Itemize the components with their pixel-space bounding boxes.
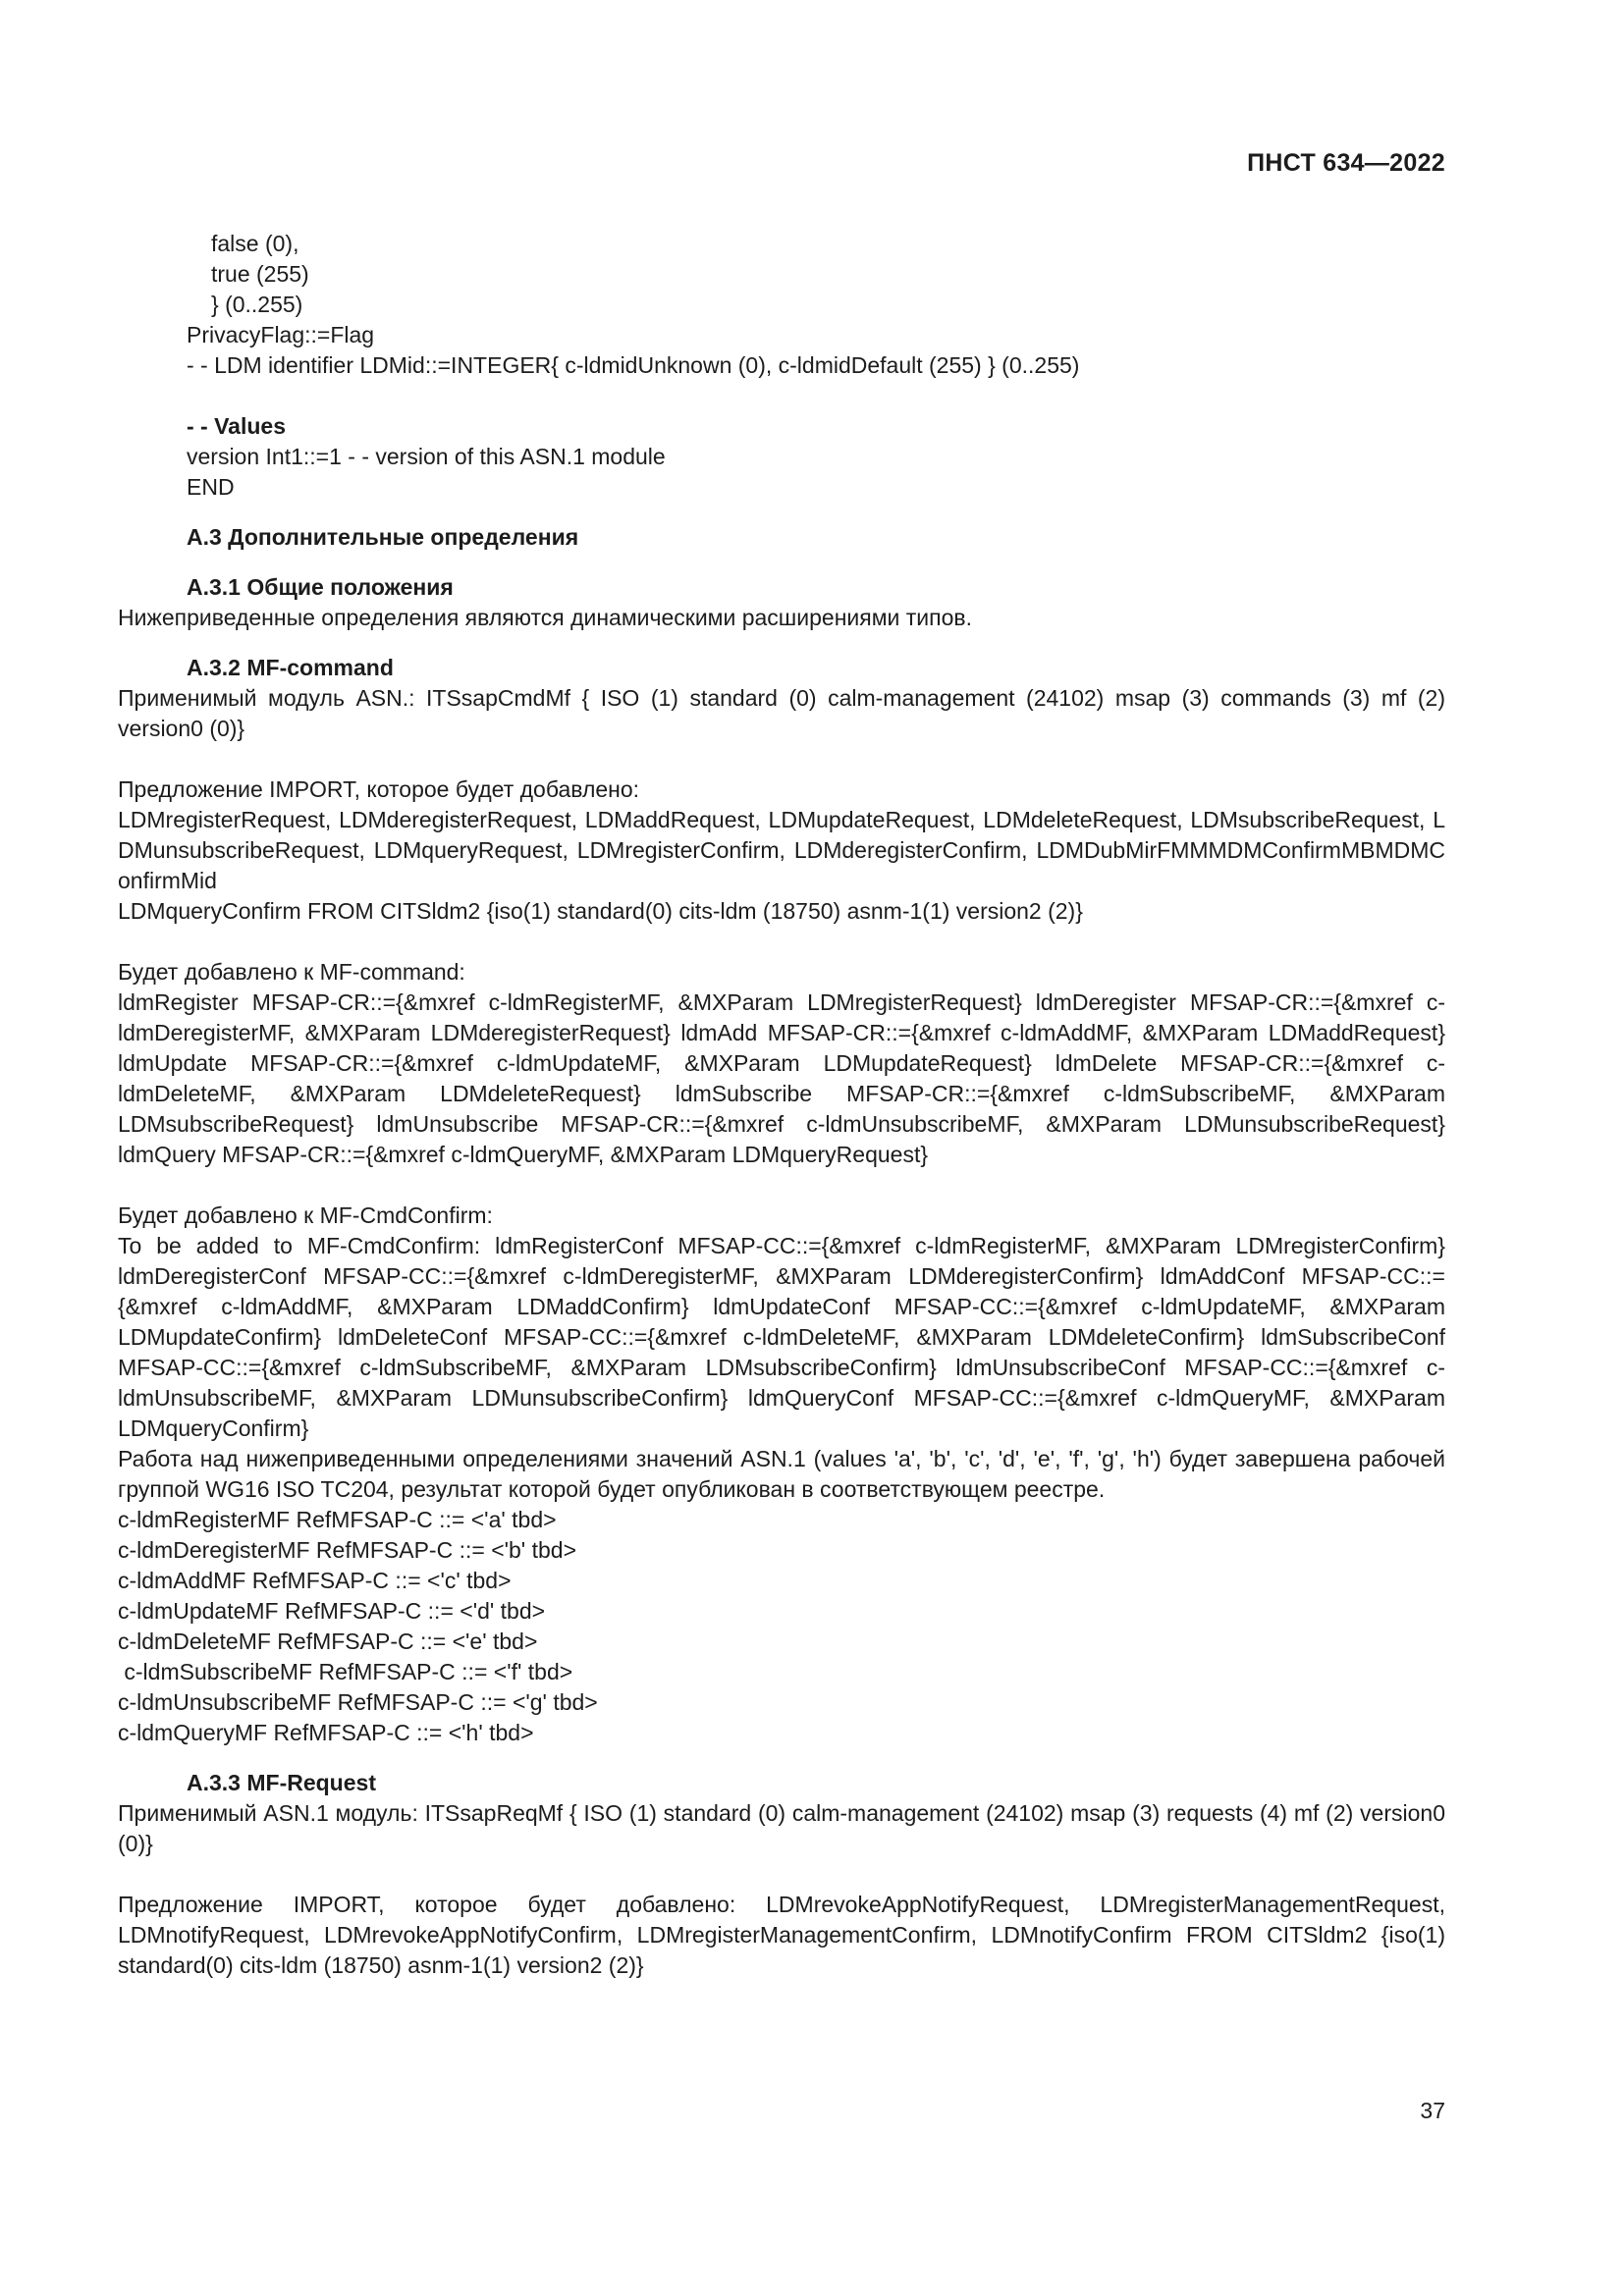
page-number: 37	[1420, 2098, 1445, 2123]
paragraph: Предложение IMPORT, которое будет добавлено:	[118, 776, 640, 802]
code-line: version Int1::=1 - - version of this ASN.1 module	[187, 444, 666, 469]
paragraph: Будет добавлено к MF-CmdConfirm:	[118, 1202, 493, 1228]
paragraph: To be added to MF-CmdConfirm: ldmRegisterConf MFSAP-CC::={&mxref c-ldmRegisterMF, &MXParam LDMregisterConfirm} ldmDeregisterConf MFSAP-CC::={&mxref c-ldmDeregisterMF, &MXParam LDMderegisterConfirm} ldmAddConf MFSAP-CC::={&mxref c-ldmAddMF, &MXParam LDMaddConfirm} ldmUpdateConf MFSAP-CC::={&mxref c-ldmUpdateMF, &MXParam LDMupdateConfirm} ldmDeleteConf MFSAP-CC::={&mxref c-ldmDeleteMF, &MXParam LDMdeleteConfirm} ldmSubscribeConf MFSAP-CC::={&mxref c-ldmSubscribeMF, &MXParam LDMsubscribeConfirm} ldmUnsubscribeConf MFSAP-CC::={&mxref c-ldmUnsubscribeMF, &MXParam LDMunsubscribeConfirm} ldmQueryConf MFSAP-CC::={&mxref c-ldmQueryMF, &MXParam LDMqueryConfirm}	[118, 1233, 1445, 1441]
ref-line: c-ldmQueryMF RefMFSAP-C ::= <'h' tbd>	[118, 1720, 534, 1745]
ref-line: c-ldmSubscribeMF RefMFSAP-C ::= <'f' tbd>	[118, 1659, 573, 1684]
document-code-header: ПНСТ 634—2022	[1247, 149, 1445, 177]
ref-line: c-ldmAddMF RefMFSAP-C ::= <'c' tbd>	[118, 1568, 512, 1593]
ref-line: c-ldmDeleteMF RefMFSAP-C ::= <'e' tbd>	[118, 1629, 538, 1654]
paragraph: Предложение IMPORT, которое будет добавлено: LDMrevokeAppNotifyRequest, LDMregisterManagementRequest, LDMnotifyRequest, LDMrevokeAppNotifyConfirm, LDMregisterManagementConfirm, LDMnotifyConfirm FROM CITSldm2 {iso(1) standard(0) cits-ldm (18750) asnm-1(1) version2 (2)}	[118, 1892, 1445, 1978]
ref-line: c-ldmRegisterMF RefMFSAP-C ::= <'a' tbd>	[118, 1507, 557, 1532]
paragraph: Применимый ASN.1 модуль: ITSsapReqMf { ISO (1) standard (0) calm-management (24102) msap (3) requests (4) mf (2) version0 (0)}	[118, 1800, 1445, 1856]
section-a32-heading: А.3.2 MF-command	[187, 655, 394, 680]
ref-line: c-ldmUpdateMF RefMFSAP-C ::= <'d' tbd>	[118, 1598, 546, 1624]
values-heading: - - Values	[187, 413, 286, 439]
paragraph: ldmRegister MFSAP-CR::={&mxref c-ldmRegisterMF, &MXParam LDMregisterRequest} ldmDeregister MFSAP-CR::={&mxref c-ldmDeregisterMF, &MXParam LDMderegisterRequest} ldmAdd MFSAP-CR::={&mxref c-ldmAddMF, &MXParam LDMaddRequest} ldmUpdate MFSAP-CR::={&mxref c-ldmUpdateMF, &MXParam LDMupdateRequest} ldmDelete MFSAP-CR::={&mxref c-ldmDeleteMF, &MXParam LDMdeleteRequest} ldmSubscribe MFSAP-CR::={&mxref c-ldmSubscribeMF, &MXParam LDMsubscribeRequest} ldmUnsubscribe MFSAP-CR::={&mxref c-ldmUnsubscribeMF, &MXParam LDMunsubscribeRequest} ldmQuery MFSAP-CR::={&mxref c-ldmQueryMF, &MXParam LDMqueryRequest}	[118, 989, 1445, 1167]
code-line: true (255)	[211, 261, 309, 287]
paragraph: Будет добавлено к MF-command:	[118, 959, 465, 985]
paragraph: Нижеприведенные определения являются динамическими расширениями типов.	[118, 605, 972, 630]
section-a3-heading: А.3 Дополнительные определения	[187, 524, 579, 550]
code-line: END	[187, 474, 235, 500]
paragraph: Работа над нижеприведенными определениями значений ASN.1 (values 'a', 'b', 'c', 'd', 'e', 'f', 'g', 'h') будет завершена рабочей группой WG16 ISO TC204, результат которой будет опубликован в соответствующем реестре.	[118, 1446, 1445, 1502]
paragraph: LDMqueryConfirm FROM CITSldm2 {iso(1) standard(0) cits-ldm (18750) asnm-1(1) version2 (2)}	[118, 898, 1083, 924]
ref-line: c-ldmDeregisterMF RefMFSAP-C ::= <'b' tbd>	[118, 1537, 576, 1563]
page-body	[118, 229, 1445, 1981]
code-line: - - LDM identifier LDMid::=INTEGER{ c-ldmidUnknown (0), c-ldmidDefault (255) } (0..255)	[187, 352, 1080, 378]
section-a33-heading: А.3.3 MF-Request	[187, 1770, 376, 1795]
paragraph: Применимый модуль ASN.: ITSsapCmdMf { ISO (1) standard (0) calm-management (24102) msap (3) commands (3) mf (2) version0 (0)}	[118, 685, 1445, 741]
ref-line: c-ldmUnsubscribeMF RefMFSAP-C ::= <'g' tbd>	[118, 1689, 598, 1715]
code-line: false (0),	[211, 231, 299, 256]
section-a31-heading: А.3.1 Общие положения	[187, 574, 454, 600]
code-line: PrivacyFlag::=Flag	[187, 322, 375, 347]
paragraph: LDMregisterRequest, LDMderegisterRequest, LDMaddRequest, LDMupdateRequest, LDMdeleteRequest, LDMsubscribeRequest, LDMunsubscribeRequest, LDMqueryRequest, LDMregisterConfirm, LDMderegisterConfirm, LDMDubMirFMMMDMConfirmMBMDMConfirmMid	[118, 807, 1445, 893]
code-line: } (0..255)	[211, 292, 303, 317]
